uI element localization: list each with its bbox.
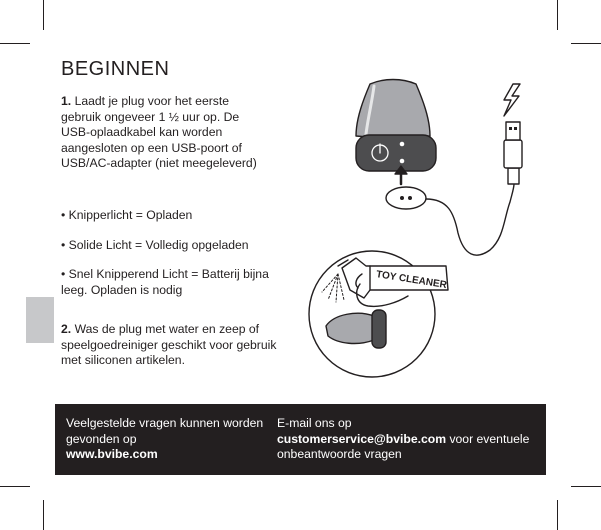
- crop-mark: [557, 500, 558, 530]
- magnetic-charger-illustration: [386, 184, 514, 255]
- crop-mark: [557, 0, 558, 30]
- email-link[interactable]: customerservice@bvibe.com: [277, 431, 447, 446]
- indicator-fast-blinking: • Snel Knipperend Licht = Batterij bijna leeg. Opladen is nodig: [61, 267, 269, 297]
- bottle-label: TOY CLEANER: [375, 269, 448, 292]
- faq-block: [66, 416, 266, 463]
- step-1-instruction: [61, 94, 271, 172]
- faq-link[interactable]: www.bvibe.com: [66, 447, 158, 461]
- step-1-number: 1.: [61, 94, 72, 108]
- email-suffix: voor eventuele onbeantwoorde vragen: [277, 431, 530, 461]
- page-title: BEGINNEN: [61, 58, 170, 80]
- footer-panel: [55, 404, 546, 475]
- crop-mark: [571, 43, 601, 44]
- usb-connector-illustration: [504, 122, 522, 184]
- crop-mark: [43, 500, 44, 530]
- faq-text: Veelgestelde vragen kunnen worden gevonden op: [66, 416, 264, 446]
- step-1-text: Laadt je plug voor het eerste gebruik ongeveer 1 ½ uur op. De USB-oplaadkabel kan worden aangesloten op een USB-poort of USB/AC-adapter (niet meegeleverd): [61, 94, 257, 171]
- crop-mark: [0, 486, 30, 487]
- email-intro: E-mail ons op: [277, 416, 352, 430]
- step-2-instruction: [61, 322, 286, 369]
- step-2-number: 2.: [61, 322, 72, 336]
- step-2-text: Was de plug met water en zeep of speelgoedreiniger geschikt voor gebruik met siliconen artikelen.: [61, 322, 277, 368]
- indicator-solid: • Solide Licht = Volledig opgeladen: [61, 238, 249, 252]
- indicator-blinking: • Knipperlicht = Opladen: [61, 208, 193, 222]
- crop-mark: [43, 0, 44, 30]
- lightning-icon: [504, 84, 520, 116]
- charging-and-cleaning-illustration: [298, 78, 558, 378]
- page-tab-marker: [26, 297, 54, 343]
- plug-illustration: [356, 80, 436, 172]
- contact-block: [277, 416, 537, 463]
- crop-mark: [0, 43, 30, 44]
- crop-mark: [571, 486, 601, 487]
